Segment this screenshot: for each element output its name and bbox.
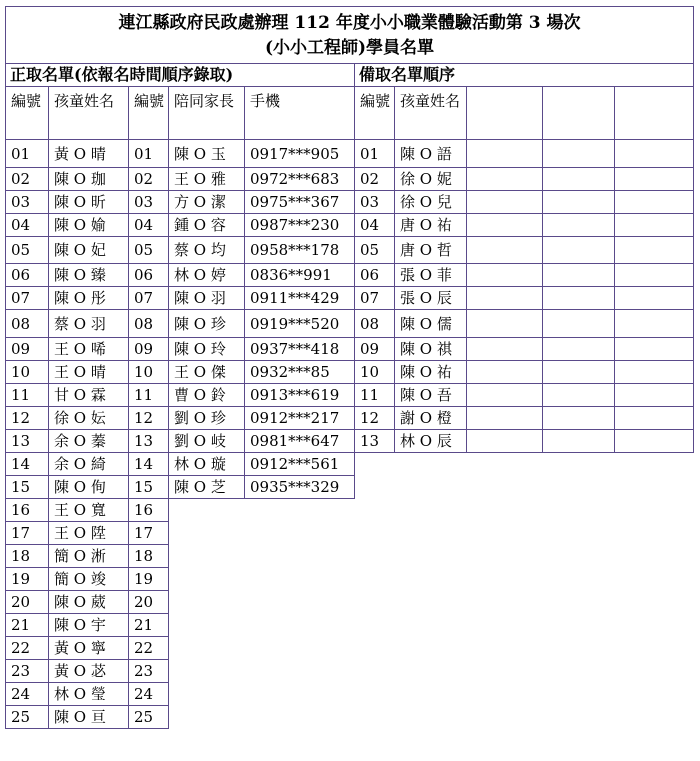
blank-cell [543, 264, 615, 287]
child-number-cell: 20 [6, 591, 49, 614]
blank-cell [615, 237, 694, 264]
child-number-cell: 06 [6, 264, 49, 287]
empty-cell [355, 706, 395, 729]
table-row [6, 237, 694, 264]
table-row [6, 591, 694, 614]
empty-cell [355, 522, 395, 545]
empty-cell [395, 706, 467, 729]
guardian-number-cell: 14 [129, 453, 169, 476]
child-number-cell: 04 [6, 214, 49, 237]
blank-cell [543, 287, 615, 310]
blank-cell [467, 310, 543, 338]
empty-cell [467, 476, 543, 499]
child-name-cell: 陳 O 媮 [49, 214, 129, 237]
empty-cell [543, 476, 615, 499]
guardian-number-cell: 21 [129, 614, 169, 637]
empty-cell [245, 545, 355, 568]
empty-cell [245, 591, 355, 614]
blank-cell [615, 310, 694, 338]
child-name-cell: 陳 O 彤 [49, 287, 129, 310]
guardian-number-cell: 12 [129, 407, 169, 430]
child-number-cell: 23 [6, 660, 49, 683]
guardian-number-cell: 04 [129, 214, 169, 237]
empty-cell [169, 660, 245, 683]
title-line-2: (小小工程師)學員名單 [264, 38, 435, 58]
child-number-cell: 07 [6, 287, 49, 310]
empty-cell [169, 706, 245, 729]
waitlist-child-name-cell: 陳 O 語 [395, 140, 467, 168]
waitlist-section-heading: 備取名單順序 [355, 64, 694, 87]
table-row [6, 545, 694, 568]
phone-cell: 0919***520 [245, 310, 355, 338]
phone-cell: 0972***683 [245, 168, 355, 191]
empty-cell [355, 637, 395, 660]
child-name-cell: 甘 O 霖 [49, 384, 129, 407]
child-name-cell: 王 O 陞 [49, 522, 129, 545]
guardian-number-cell: 07 [129, 287, 169, 310]
guardian-name-cell: 陳 O 芝 [169, 476, 245, 499]
admitted-section-heading: 正取名單(依報名時間順序錄取) [6, 64, 355, 87]
guardian-name-cell: 林 O 婷 [169, 264, 245, 287]
table-row [6, 264, 694, 287]
empty-cell [543, 522, 615, 545]
guardian-number-cell: 02 [129, 168, 169, 191]
blank-cell [467, 407, 543, 430]
phone-cell: 0981***647 [245, 430, 355, 453]
table-row [6, 384, 694, 407]
empty-cell [395, 476, 467, 499]
table-row [6, 683, 694, 706]
empty-cell [395, 591, 467, 614]
table-row [6, 522, 694, 545]
blank-cell [467, 384, 543, 407]
child-number-cell: 19 [6, 568, 49, 591]
blank-cell [467, 214, 543, 237]
empty-cell [543, 591, 615, 614]
waitlist-child-name-cell: 謝 O 橙 [395, 407, 467, 430]
waitlist-child-name-cell: 陳 O 祺 [395, 338, 467, 361]
empty-cell [615, 706, 694, 729]
blank-cell [615, 384, 694, 407]
phone-cell: 0836**991 [245, 264, 355, 287]
empty-cell [245, 522, 355, 545]
child-number-cell: 08 [6, 310, 49, 338]
empty-cell [245, 660, 355, 683]
empty-cell [395, 545, 467, 568]
child-number-cell: 05 [6, 237, 49, 264]
child-number-cell: 09 [6, 338, 49, 361]
blank-cell [615, 407, 694, 430]
child-name-cell: 簡 O 淅 [49, 545, 129, 568]
empty-cell [395, 637, 467, 660]
empty-cell [395, 683, 467, 706]
section-row [6, 64, 694, 87]
waitlist-number-cell: 05 [355, 237, 395, 264]
blank-cell [615, 191, 694, 214]
empty-cell [245, 568, 355, 591]
empty-cell [615, 476, 694, 499]
blank-cell [615, 430, 694, 453]
header-waitlist-number: 編號 [355, 87, 395, 140]
child-number-cell: 01 [6, 140, 49, 168]
empty-cell [355, 476, 395, 499]
title-line-1: 連江縣政府民政處辦理 112 年度小小職業體驗活動第 3 場次 [118, 13, 581, 33]
blank-cell [615, 338, 694, 361]
header-guardian: 陪同家長 [169, 87, 245, 140]
blank-cell [543, 168, 615, 191]
waitlist-child-name-cell: 徐 O 兒 [395, 191, 467, 214]
empty-cell [543, 706, 615, 729]
child-number-cell: 18 [6, 545, 49, 568]
guardian-number-cell: 16 [129, 499, 169, 522]
column-header-row [6, 87, 694, 140]
empty-cell [543, 568, 615, 591]
blank-cell [467, 338, 543, 361]
blank-cell [467, 264, 543, 287]
child-number-cell: 03 [6, 191, 49, 214]
empty-cell [355, 660, 395, 683]
child-name-cell: 陳 O 宇 [49, 614, 129, 637]
child-name-cell: 黃 O 寧 [49, 637, 129, 660]
table-row [6, 407, 694, 430]
empty-cell [245, 499, 355, 522]
waitlist-number-cell: 13 [355, 430, 395, 453]
guardian-name-cell: 曹 O 鈴 [169, 384, 245, 407]
child-number-cell: 11 [6, 384, 49, 407]
blank-cell [543, 384, 615, 407]
waitlist-child-name-cell: 唐 O 哲 [395, 237, 467, 264]
empty-cell [615, 614, 694, 637]
child-number-cell: 14 [6, 453, 49, 476]
blank-cell [615, 361, 694, 384]
empty-cell [467, 453, 543, 476]
child-number-cell: 13 [6, 430, 49, 453]
waitlist-number-cell: 08 [355, 310, 395, 338]
empty-cell [467, 660, 543, 683]
empty-cell [169, 568, 245, 591]
table-row [6, 706, 694, 729]
guardian-name-cell: 陳 O 珍 [169, 310, 245, 338]
empty-cell [467, 545, 543, 568]
empty-cell [245, 706, 355, 729]
empty-cell [355, 499, 395, 522]
child-name-cell: 陳 O 昕 [49, 191, 129, 214]
blank-cell [543, 237, 615, 264]
empty-cell [245, 683, 355, 706]
table-row [6, 310, 694, 338]
table-row [6, 499, 694, 522]
empty-cell [615, 568, 694, 591]
table-row [6, 476, 694, 499]
empty-cell [395, 568, 467, 591]
empty-cell [543, 614, 615, 637]
empty-cell [355, 545, 395, 568]
empty-cell [169, 637, 245, 660]
waitlist-number-cell: 01 [355, 140, 395, 168]
empty-cell [615, 545, 694, 568]
blank-cell [543, 430, 615, 453]
empty-cell [467, 706, 543, 729]
empty-cell [615, 499, 694, 522]
table-row [6, 214, 694, 237]
header-blank-cell [615, 87, 694, 140]
waitlist-number-cell: 04 [355, 214, 395, 237]
guardian-number-cell: 25 [129, 706, 169, 729]
child-number-cell: 24 [6, 683, 49, 706]
empty-cell [543, 453, 615, 476]
header-waitlist-child-name: 孩童姓名 [395, 87, 467, 140]
blank-cell [615, 214, 694, 237]
table-row [6, 453, 694, 476]
table-row [6, 287, 694, 310]
guardian-number-cell: 17 [129, 522, 169, 545]
empty-cell [467, 522, 543, 545]
empty-cell [395, 660, 467, 683]
child-name-cell: 黃 O 晴 [49, 140, 129, 168]
child-name-cell: 徐 O 妘 [49, 407, 129, 430]
empty-cell [245, 614, 355, 637]
waitlist-number-cell: 12 [355, 407, 395, 430]
waitlist-child-name-cell: 徐 O 妮 [395, 168, 467, 191]
guardian-number-cell: 15 [129, 476, 169, 499]
blank-cell [467, 430, 543, 453]
empty-cell [355, 614, 395, 637]
guardian-name-cell: 方 O 潔 [169, 191, 245, 214]
blank-cell [467, 287, 543, 310]
guardian-name-cell: 陳 O 玲 [169, 338, 245, 361]
table-row [6, 637, 694, 660]
header-blank-cell [543, 87, 615, 140]
header-number: 編號 [6, 87, 49, 140]
guardian-name-cell: 陳 O 玉 [169, 140, 245, 168]
guardian-number-cell: 03 [129, 191, 169, 214]
guardian-number-cell: 19 [129, 568, 169, 591]
waitlist-child-name-cell: 陳 O 儒 [395, 310, 467, 338]
child-name-cell: 陳 O 珈 [49, 168, 129, 191]
table-row [6, 191, 694, 214]
empty-cell [615, 453, 694, 476]
guardian-number-cell: 13 [129, 430, 169, 453]
blank-cell [543, 361, 615, 384]
guardian-name-cell: 劉 O 岐 [169, 430, 245, 453]
table-row [6, 660, 694, 683]
header-child-name: 孩童姓名 [49, 87, 129, 140]
waitlist-number-cell: 11 [355, 384, 395, 407]
guardian-name-cell: 鍾 O 容 [169, 214, 245, 237]
blank-cell [543, 338, 615, 361]
child-number-cell: 22 [6, 637, 49, 660]
waitlist-number-cell: 02 [355, 168, 395, 191]
empty-cell [467, 614, 543, 637]
phone-cell: 0935***329 [245, 476, 355, 499]
blank-cell [467, 237, 543, 264]
guardian-number-cell: 18 [129, 545, 169, 568]
blank-cell [543, 407, 615, 430]
empty-cell [615, 637, 694, 660]
empty-cell [169, 591, 245, 614]
waitlist-number-cell: 07 [355, 287, 395, 310]
guardian-name-cell: 劉 O 珍 [169, 407, 245, 430]
empty-cell [395, 614, 467, 637]
guardian-number-cell: 05 [129, 237, 169, 264]
waitlist-child-name-cell: 唐 O 祐 [395, 214, 467, 237]
blank-cell [543, 140, 615, 168]
roster-table [5, 6, 694, 729]
empty-cell [467, 637, 543, 660]
child-number-cell: 25 [6, 706, 49, 729]
empty-cell [543, 660, 615, 683]
blank-cell [467, 168, 543, 191]
empty-cell [615, 683, 694, 706]
empty-cell [543, 545, 615, 568]
phone-cell: 0987***230 [245, 214, 355, 237]
blank-cell [543, 310, 615, 338]
child-name-cell: 蔡 O 羽 [49, 310, 129, 338]
child-name-cell: 余 O 蓁 [49, 430, 129, 453]
child-number-cell: 16 [6, 499, 49, 522]
child-name-cell: 王 O 唏 [49, 338, 129, 361]
phone-cell: 0958***178 [245, 237, 355, 264]
header-blank-cell [467, 87, 543, 140]
waitlist-number-cell: 10 [355, 361, 395, 384]
empty-cell [543, 637, 615, 660]
table-row [6, 140, 694, 168]
empty-cell [395, 522, 467, 545]
table-row [6, 430, 694, 453]
guardian-number-cell: 22 [129, 637, 169, 660]
child-name-cell: 王 O 晴 [49, 361, 129, 384]
table-row [6, 614, 694, 637]
guardian-number-cell: 20 [129, 591, 169, 614]
empty-cell [467, 499, 543, 522]
empty-cell [169, 614, 245, 637]
table-row [6, 168, 694, 191]
child-name-cell: 陳 O 妃 [49, 237, 129, 264]
blank-cell [543, 191, 615, 214]
child-number-cell: 15 [6, 476, 49, 499]
phone-cell: 0912***561 [245, 453, 355, 476]
title-row [6, 7, 694, 64]
phone-cell: 0912***217 [245, 407, 355, 430]
empty-cell [467, 683, 543, 706]
blank-cell [615, 287, 694, 310]
empty-cell [543, 683, 615, 706]
guardian-name-cell: 蔡 O 均 [169, 237, 245, 264]
child-name-cell: 陳 O 亘 [49, 706, 129, 729]
header-number-2: 編號 [129, 87, 169, 140]
empty-cell [245, 637, 355, 660]
waitlist-number-cell: 03 [355, 191, 395, 214]
blank-cell [543, 214, 615, 237]
guardian-number-cell: 09 [129, 338, 169, 361]
child-name-cell: 簡 O 竣 [49, 568, 129, 591]
waitlist-number-cell: 09 [355, 338, 395, 361]
child-name-cell: 余 O 綺 [49, 453, 129, 476]
empty-cell [355, 568, 395, 591]
empty-cell [615, 522, 694, 545]
table-row [6, 568, 694, 591]
phone-cell: 0937***418 [245, 338, 355, 361]
guardian-number-cell: 06 [129, 264, 169, 287]
table-row [6, 338, 694, 361]
waitlist-child-name-cell: 林 O 辰 [395, 430, 467, 453]
child-number-cell: 17 [6, 522, 49, 545]
header-phone: 手機 [245, 87, 355, 140]
empty-cell [355, 453, 395, 476]
guardian-number-cell: 01 [129, 140, 169, 168]
guardian-name-cell: 王 O 雅 [169, 168, 245, 191]
empty-cell [395, 499, 467, 522]
empty-cell [169, 683, 245, 706]
waitlist-child-name-cell: 張 O 辰 [395, 287, 467, 310]
blank-cell [615, 264, 694, 287]
empty-cell [169, 499, 245, 522]
empty-cell [355, 591, 395, 614]
guardian-number-cell: 11 [129, 384, 169, 407]
document-title [6, 7, 694, 64]
guardian-number-cell: 10 [129, 361, 169, 384]
phone-cell: 0975***367 [245, 191, 355, 214]
guardian-number-cell: 08 [129, 310, 169, 338]
guardian-number-cell: 23 [129, 660, 169, 683]
phone-cell: 0911***429 [245, 287, 355, 310]
phone-cell: 0932***85 [245, 361, 355, 384]
table-row [6, 361, 694, 384]
empty-cell [467, 568, 543, 591]
empty-cell [355, 683, 395, 706]
empty-cell [467, 591, 543, 614]
blank-cell [615, 168, 694, 191]
child-name-cell: 陳 O 侚 [49, 476, 129, 499]
child-number-cell: 21 [6, 614, 49, 637]
blank-cell [467, 140, 543, 168]
waitlist-number-cell: 06 [355, 264, 395, 287]
child-number-cell: 12 [6, 407, 49, 430]
guardian-number-cell: 24 [129, 683, 169, 706]
phone-cell: 0917***905 [245, 140, 355, 168]
blank-cell [467, 191, 543, 214]
guardian-name-cell: 林 O 璇 [169, 453, 245, 476]
empty-cell [543, 499, 615, 522]
empty-cell [615, 591, 694, 614]
guardian-name-cell: 王 O 傑 [169, 361, 245, 384]
phone-cell: 0913***619 [245, 384, 355, 407]
child-name-cell: 黃 O 苾 [49, 660, 129, 683]
blank-cell [615, 140, 694, 168]
empty-cell [615, 660, 694, 683]
child-number-cell: 10 [6, 361, 49, 384]
empty-cell [169, 522, 245, 545]
empty-cell [395, 453, 467, 476]
waitlist-child-name-cell: 張 O 菲 [395, 264, 467, 287]
child-number-cell: 02 [6, 168, 49, 191]
child-name-cell: 王 O 寬 [49, 499, 129, 522]
child-name-cell: 林 O 瑩 [49, 683, 129, 706]
child-name-cell: 陳 O 臻 [49, 264, 129, 287]
blank-cell [467, 361, 543, 384]
guardian-name-cell: 陳 O 羽 [169, 287, 245, 310]
empty-cell [169, 545, 245, 568]
waitlist-child-name-cell: 陳 O 祐 [395, 361, 467, 384]
child-name-cell: 陳 O 葳 [49, 591, 129, 614]
waitlist-child-name-cell: 陳 O 吾 [395, 384, 467, 407]
